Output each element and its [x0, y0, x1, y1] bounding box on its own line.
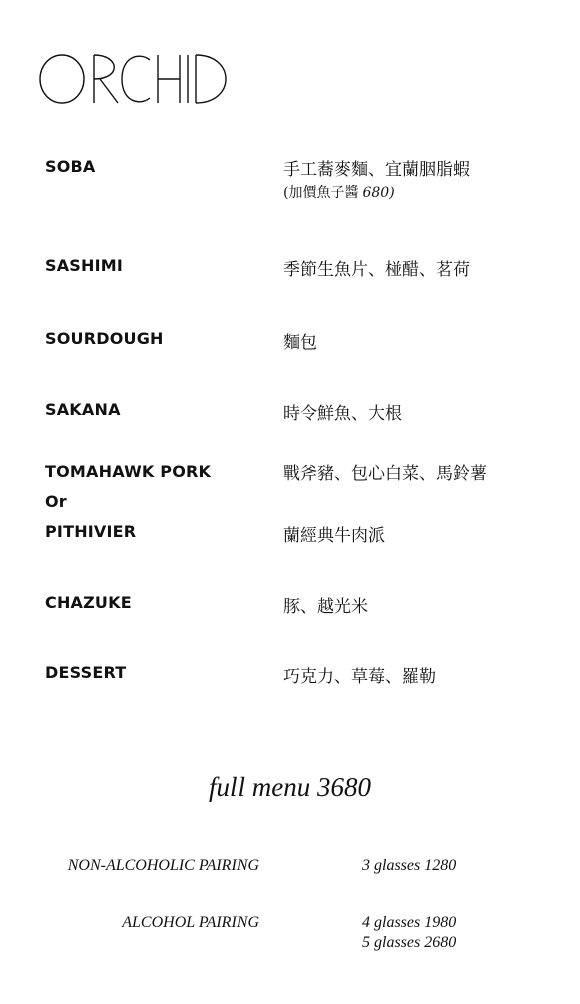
course-name-pithivier: PITHIVIER — [45, 522, 137, 541]
course-name-tomahawk-pork: TOMAHAWK PORK — [45, 462, 212, 481]
non-alcoholic-pairing-price: 3 glasses 1280 — [362, 857, 457, 874]
course-name-soba: SOBA — [45, 157, 96, 176]
course-desc-sourdough: 麵包 — [283, 333, 317, 353]
alcohol-pairing-price-4-glasses: 4 glasses 1980 — [362, 914, 457, 931]
course-option-or: Or — [45, 492, 67, 511]
course-name-sakana: SAKANA — [45, 400, 121, 419]
course-desc-soba: 手工蕎麥麵、宜蘭胭脂蝦 — [283, 160, 470, 180]
course-desc-dessert: 巧克力、草莓、羅勒 — [283, 667, 436, 687]
caviar-supplement-price: 680) — [362, 185, 395, 201]
alcohol-pairing-price-5-glasses: 5 glasses 2680 — [362, 934, 457, 951]
course-name-chazuke: CHAZUKE — [45, 593, 132, 612]
course-desc-tomahawk-pork: 戰斧豬、包心白菜、馬鈴薯 — [283, 464, 487, 484]
course-name-dessert: DESSERT — [45, 663, 127, 682]
orchid-logo — [38, 52, 234, 108]
course-desc-sashimi: 季節生魚片、椪醋、茗荷 — [283, 260, 470, 280]
non-alcoholic-pairing-label: NON-ALCOHOLIC PAIRING — [67, 857, 259, 874]
course-desc-chazuke: 豚、越光米 — [283, 597, 368, 617]
course-desc-sakana: 時令鮮魚、大根 — [283, 404, 402, 424]
course-desc-pithivier: 蘭經典牛肉派 — [283, 526, 385, 546]
caviar-supplement-note — [283, 182, 395, 202]
caviar-supplement-label: (加價魚子醬 — [283, 185, 359, 201]
alcohol-pairing-label: ALCOHOL PAIRING — [122, 914, 259, 931]
full-menu-price: full menu 3680 — [209, 772, 371, 802]
course-name-sourdough: SOURDOUGH — [45, 329, 164, 348]
course-name-sashimi: SASHIMI — [45, 256, 124, 275]
